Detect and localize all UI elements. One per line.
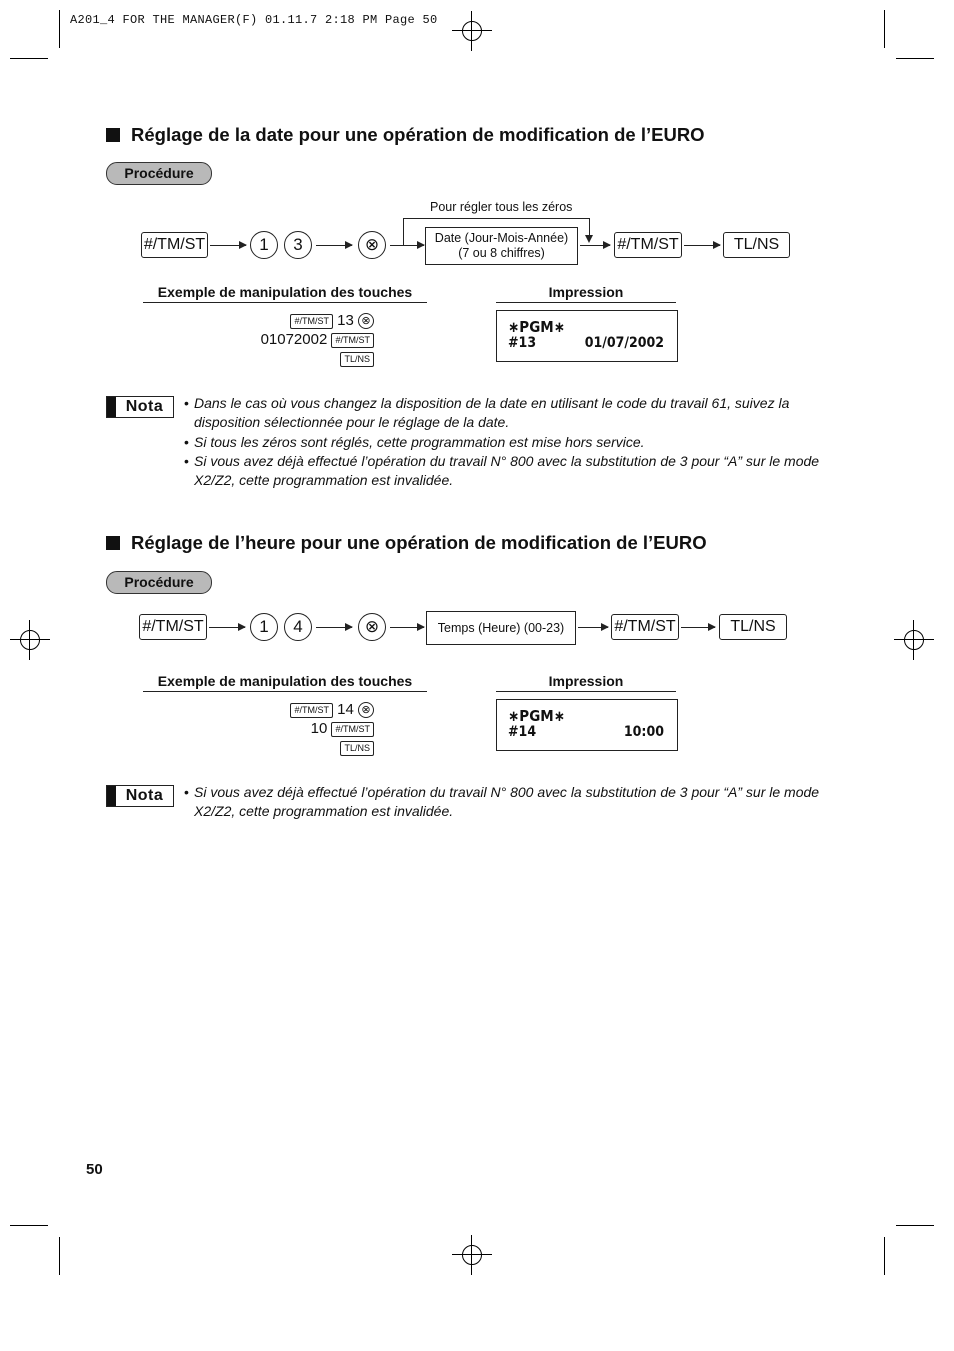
receipt-line1: ∗PGM∗ <box>508 707 566 725</box>
bypass-label: Pour régler tous les zéros <box>430 200 573 214</box>
small-key-tlns: TL/NS <box>340 352 374 367</box>
section-title-text: Réglage de l’heure pour une opération de modification de l’EURO <box>131 532 707 553</box>
section-title-text: Réglage de la date pour une opération de modification de l’EURO <box>131 124 705 145</box>
crop-mark <box>10 1225 48 1226</box>
nota-bar <box>107 397 116 417</box>
date-entry-box <box>425 227 578 265</box>
date-entry-line2: (7 ou 8 chiffres) <box>458 246 545 260</box>
crop-mark <box>896 1225 934 1226</box>
key-tmst: #/TM/ST <box>139 614 207 640</box>
example-number: 10 <box>310 720 328 737</box>
flow-arrow <box>390 245 424 246</box>
time-entry-box <box>426 611 576 645</box>
key-1: 1 <box>250 231 278 259</box>
page-number: 50 <box>86 1161 103 1178</box>
key-3: 3 <box>284 231 312 259</box>
example-line <box>200 720 374 737</box>
example-header: Exemple de manipulation des touches <box>143 284 427 303</box>
flow-arrow <box>209 627 245 628</box>
bypass-line <box>589 218 590 236</box>
small-key-tmst: #/TM/ST <box>290 703 333 718</box>
registration-mark <box>452 1235 492 1275</box>
nota-list <box>184 394 824 490</box>
small-key-tmst: #/TM/ST <box>290 314 333 329</box>
multiply-key-icon: ⊗ <box>358 313 374 329</box>
receipt-line1: ∗PGM∗ <box>508 318 566 336</box>
small-key-tmst: #/TM/ST <box>331 722 374 737</box>
flow-arrow <box>390 627 424 628</box>
key-tmst: #/TM/ST <box>614 232 682 258</box>
example-line <box>200 331 374 348</box>
flow-arrow <box>681 627 715 628</box>
bypass-line <box>403 218 404 245</box>
key-4: 4 <box>284 613 312 641</box>
procedure-label: Procédure <box>106 162 212 185</box>
crop-mark <box>59 10 60 48</box>
nota-text: Nota <box>125 398 164 415</box>
multiply-key-icon: ⊗ <box>358 231 386 259</box>
key-tlns: TL/NS <box>719 614 787 640</box>
nota-label <box>106 396 174 418</box>
registration-mark <box>10 620 50 660</box>
nota-item: • Dans le cas où vous changez la disposition de la date en utilisant le code du travail 61, suivez la disposition sélectionnée pour le réglage de la date. <box>184 394 824 433</box>
small-key-tlns: TL/NS <box>340 741 374 756</box>
square-bullet-icon <box>106 536 120 550</box>
bypass-arrowhead <box>585 235 593 243</box>
flow-arrow <box>210 245 246 246</box>
receipt-code: #13 <box>508 335 537 351</box>
square-bullet-icon <box>106 128 120 142</box>
receipt-value: 01/07/2002 <box>584 335 664 351</box>
print-header: Impression <box>496 284 676 303</box>
section-title-date <box>106 124 705 146</box>
key-tmst: #/TM/ST <box>141 232 208 258</box>
key-1: 1 <box>250 613 278 641</box>
example-header: Exemple de manipulation des touches <box>143 673 427 692</box>
nota-item: • Si vous avez déjà effectué l’opération du travail N° 800 avec la substitution de 3 pour “A” sur le mode X2/Z2, cette programmation est invalidée. <box>184 783 824 822</box>
flow-arrow <box>684 245 720 246</box>
bypass-line <box>403 218 590 219</box>
example-number: 14 <box>337 701 354 718</box>
multiply-key-icon: ⊗ <box>358 702 374 718</box>
receipt-value: 10:00 <box>623 724 664 740</box>
date-entry-line1: Date (Jour-Mois-Année) <box>434 231 569 245</box>
key-tmst: #/TM/ST <box>611 614 679 640</box>
small-key-tmst: #/TM/ST <box>331 333 374 348</box>
print-header-line: A201_4 FOR THE MANAGER(F) 01.11.7 2:18 PM Page 50 <box>70 13 438 27</box>
nota-item: • Si vous avez déjà effectué l’opération du travail N° 800 avec la substitution de 3 pour “A” sur le mode X2/Z2, cette programmation est invalidée. <box>184 452 824 491</box>
example-line <box>200 350 374 367</box>
nota-list <box>184 783 824 822</box>
nota-item: • Si tous les zéros sont réglés, cette programmation est mise hors service. <box>184 433 824 452</box>
nota-label <box>106 785 174 807</box>
crop-mark <box>10 58 48 59</box>
example-line <box>200 312 374 329</box>
multiply-key-icon: ⊗ <box>358 613 386 641</box>
crop-mark <box>884 10 885 48</box>
flow-arrow <box>316 627 352 628</box>
flow-arrow <box>578 627 608 628</box>
crop-mark <box>59 1237 60 1275</box>
print-header: Impression <box>496 673 676 692</box>
time-entry-text: Temps (Heure) (00-23) <box>437 620 565 635</box>
procedure-label: Procédure <box>106 571 212 594</box>
example-number: 13 <box>337 312 354 329</box>
section-title-time <box>106 532 707 554</box>
nota-bar <box>107 786 116 806</box>
crop-mark <box>884 1237 885 1275</box>
receipt-code: #14 <box>508 724 537 740</box>
registration-mark <box>452 11 492 51</box>
flow-arrow <box>580 245 610 246</box>
registration-mark <box>894 620 934 660</box>
nota-text: Nota <box>125 787 164 804</box>
receipt-printout <box>496 310 678 362</box>
example-line <box>200 739 374 756</box>
crop-mark <box>896 58 934 59</box>
key-tlns: TL/NS <box>723 232 790 258</box>
receipt-printout <box>496 699 678 751</box>
flow-arrow <box>316 245 352 246</box>
example-line <box>200 701 374 718</box>
example-number: 01072002 <box>260 331 328 348</box>
